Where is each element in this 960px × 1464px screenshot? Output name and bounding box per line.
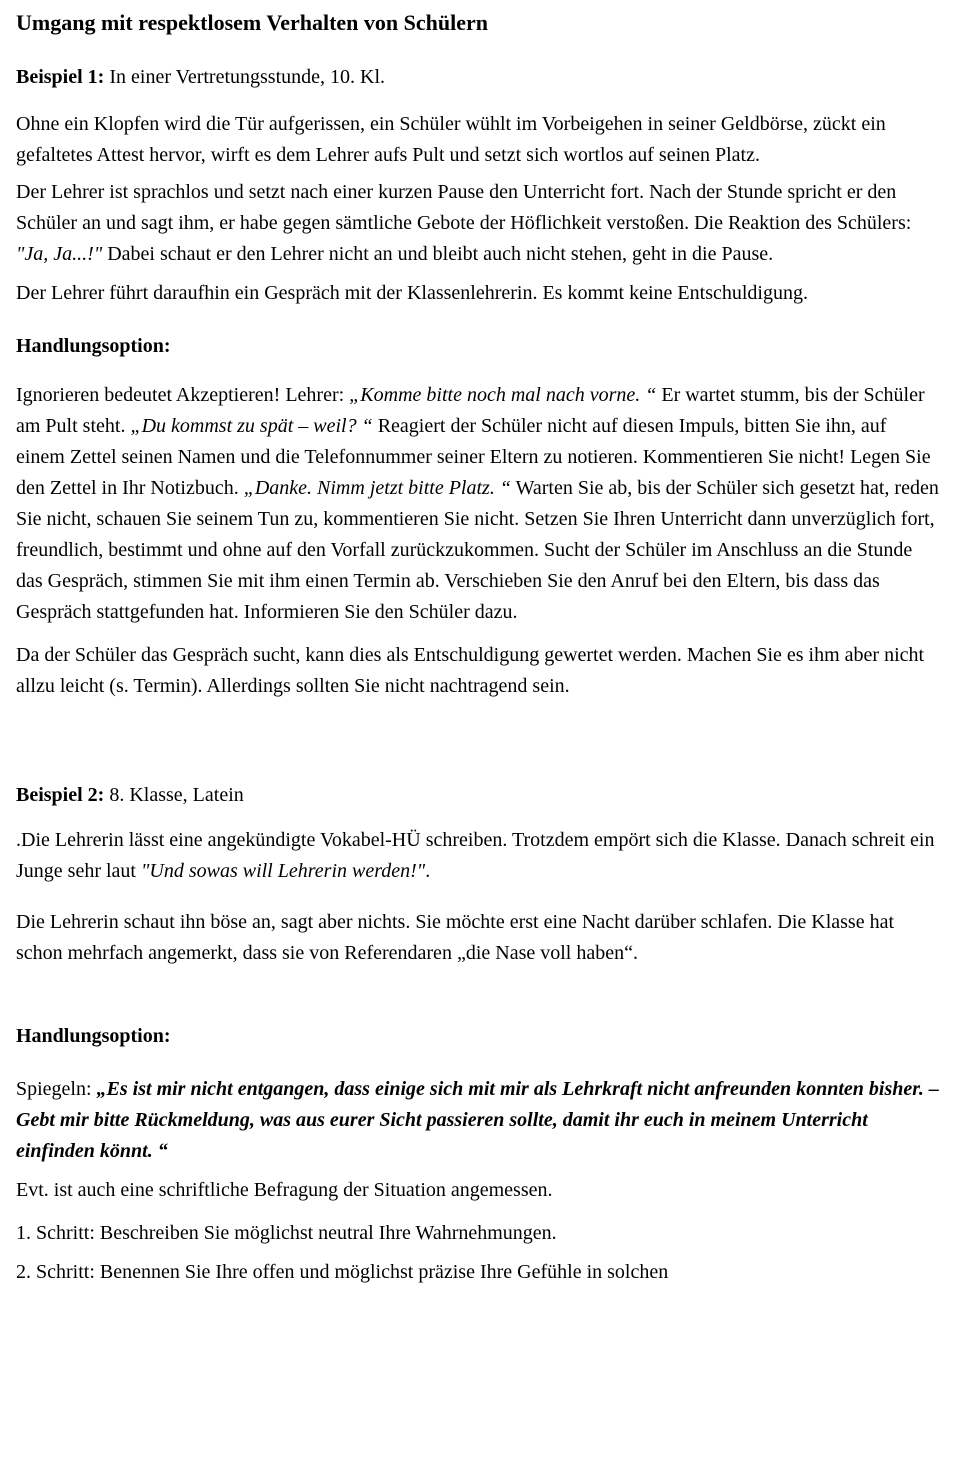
example1-handlungsoption-heading: Handlungsoption: (16, 335, 171, 357)
example2-handlungsoption-heading: Handlungsoption: (16, 1025, 171, 1047)
quote-du-kommst-zu-spaet: „Du kommst zu spät – weil? “ (130, 415, 373, 437)
example2-incident-paragraph (16, 825, 940, 887)
option-text-3: Reagiert der Schüler nicht auf diesen Impuls, bitten Sie ihn, auf einem Zettel seinen Namen und die Telefonnummer seiner Eltern zu notieren. Kommentieren Sie nicht! Legen Sie den Zettel in Ihr Notizbuch. (16, 415, 931, 499)
quote-danke-nimm-platz: „Danke. Nimm jetzt bitte Platz. “ (243, 477, 511, 499)
example2-subtitle: 8. Klasse, Latein (104, 784, 244, 806)
quote-ja-ja: "Ja, Ja...!" (16, 243, 103, 265)
document-title: Umgang mit respektlosem Verhalten von Schülern (16, 10, 488, 35)
example1-label: Beispiel 1: (16, 66, 105, 88)
quote-und-sowas: "Und sowas will Lehrerin werden!" (140, 860, 426, 882)
example2-step1-paragraph: 1. Schritt: Beschreiben Sie möglichst neutral Ihre Wahrnehmungen. (16, 1222, 557, 1244)
reaction-text-pre: Der Lehrer ist sprachlos und setzt nach einer kurzen Pause den Unterricht fort. Nach der Stunde spricht er den Schüler an und sagt ihm, er habe gegen sämtliche Gebote der Höflichkeit verstoßen. Die Reaktion des Schülers: (16, 181, 912, 234)
option-text-1: Ignorieren bedeutet Akzeptieren! Lehrer: (16, 384, 350, 406)
example1-subtitle: In einer Vertretungsstunde, 10. Kl. (104, 66, 386, 88)
example2-reaction-paragraph: Die Lehrerin schaut ihn böse an, sagt aber nichts. Sie möchte erst eine Nacht darüber schlafen. Die Klasse hat schon mehrfach angemerkt, dass sie von Referendaren „die Nase voll haben“. (16, 911, 895, 964)
example2-handlungsoption-paragraph (16, 1074, 940, 1167)
quote-spiegeln: „Es ist mir nicht entgangen, dass einige sich mit mir als Lehrkraft nicht anfreunden konnten bisher. – Gebt mir bitte Rückmeldung, was aus eurer Sicht passieren sollte, damit ihr euch in meinem Unterricht einfinden könnt. “ (16, 1078, 939, 1162)
example1-assessment-paragraph: Da der Schüler das Gespräch sucht, kann dies als Entschuldigung gewertet werden. Machen Sie es ihm aber nicht allzu leicht (s. Termin). Allerdings sollten Sie nicht nachtragend sein. (16, 644, 925, 697)
example2-step2-paragraph: 2. Schritt: Benennen Sie Ihre offen und möglichst präzise Ihre Gefühle in solchen (16, 1261, 669, 1283)
option-text-2: Er wartet stumm, bis der Schüler am Pult steht. (16, 384, 925, 437)
example1-incident-paragraph: Ohne ein Klopfen wird die Tür aufgerissen, ein Schüler wühlt im Vorbeigehen in seiner Geldbörse, zückt ein gefaltetes Attest hervor, wirft es dem Lehrer aufs Pult und setzt sich wortlos auf seinen Platz. (16, 113, 886, 166)
option-text-4: Warten Sie ab, bis der Schüler sich gesetzt hat, reden Sie nicht, schauen Sie seinem Tun zu, kommentieren Sie nicht. Setzen Sie Ihren Unterricht dann unverzüglich fort, freundlich, bestimmt und ohne auf den Vorfall zurückzukommen. Sucht der Schüler im Anschluss an die Stunde das Gespräch, stimmen Sie mit ihm einen Termin ab. Verschieben Sie den Anruf bei den Eltern, bis dass das Gespräch stattgefunden hat. Informieren Sie den Schüler dazu. (16, 477, 939, 623)
incident2-text-pre: .Die Lehrerin lässt eine angekündigte Vokabel-HÜ schreiben. Trotzdem empört sich die Klasse. Danach schreit ein Junge sehr laut (16, 829, 935, 882)
quote-komme-nach-vorne: „Komme bitte noch mal nach vorne. “ (349, 384, 657, 406)
reaction-text-post: Dabei schaut er den Lehrer nicht an und bleibt auch nicht stehen, geht in die Pause. (102, 243, 774, 265)
example2-note-paragraph: Evt. ist auch eine schriftliche Befragung der Situation angemessen. (16, 1179, 553, 1201)
example1-handlungsoption-paragraph (16, 380, 940, 628)
example1-reaction-paragraph (16, 177, 940, 270)
incident2-text-post: . (425, 860, 431, 882)
example2-heading (16, 780, 940, 811)
example1-followup-paragraph: Der Lehrer führt daraufhin ein Gespräch mit der Klassenlehrerin. Es kommt keine Entschuldigung. (16, 282, 808, 304)
example1-heading (16, 62, 940, 93)
example2-label: Beispiel 2: (16, 784, 105, 806)
spiegeln-label: Spiegeln: (16, 1078, 97, 1100)
